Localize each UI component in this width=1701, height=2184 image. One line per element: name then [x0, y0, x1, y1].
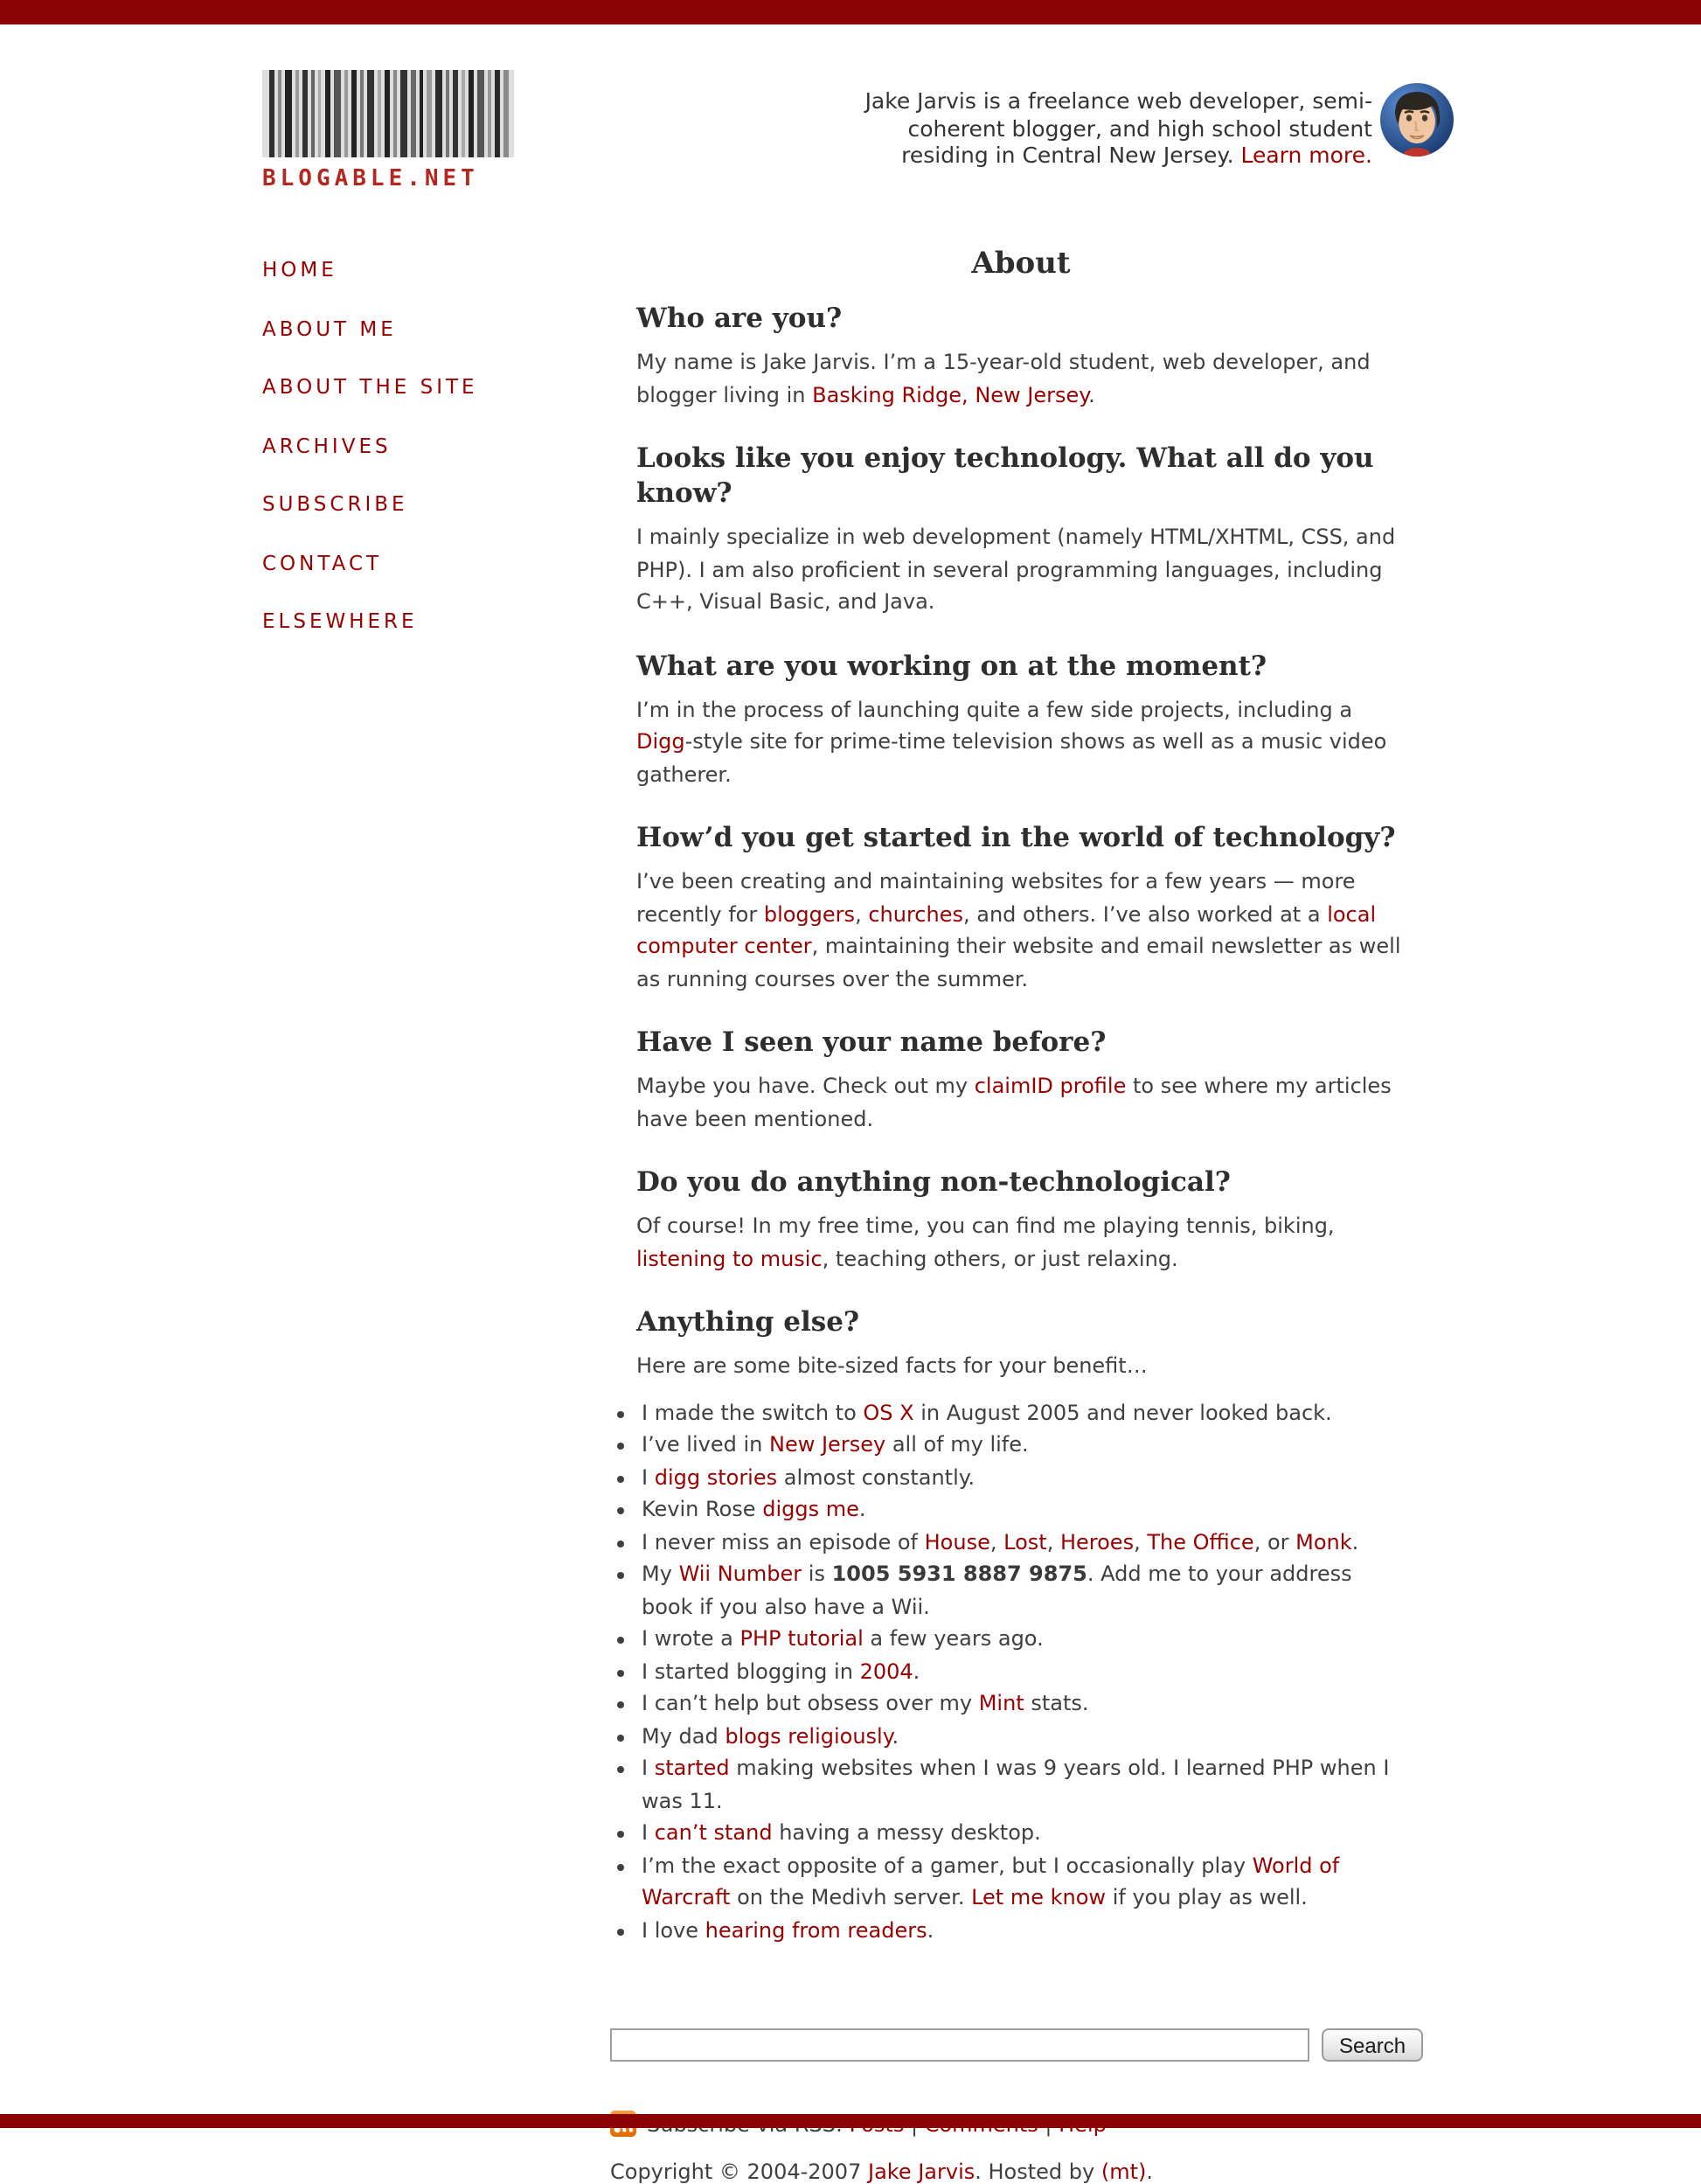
fact-item — [642, 1558, 1406, 1623]
facts-list — [615, 1396, 1406, 1946]
inline-link[interactable]: started — [654, 1756, 730, 1780]
inline-link[interactable]: listening to music — [636, 1246, 823, 1270]
inline-link[interactable]: The Office — [1147, 1529, 1254, 1554]
text-segment: Copyright © 2004-2007 — [610, 2160, 868, 2184]
answer-paragraph — [636, 521, 1406, 618]
nav-item — [262, 484, 610, 518]
text-segment: I’ve been creating and maintaining websites for a few years — more recently for — [636, 869, 1356, 926]
text-segment: , and others. I’ve also worked at a — [963, 901, 1328, 926]
inline-link[interactable]: churches — [868, 901, 963, 926]
question-heading: Looks like you enjoy technology. What all do you know? — [636, 441, 1374, 509]
text-segment: making websites when I was 9 years old. I learned PHP when I was 11. — [642, 1756, 1390, 1812]
qa-sections — [636, 301, 1406, 1382]
fact-item — [642, 1687, 1406, 1720]
nav-link-about-me[interactable]: ABOUT ME — [262, 316, 397, 340]
text-segment: Kevin Rose — [642, 1497, 763, 1521]
inline-link[interactable]: Let me know — [971, 1885, 1107, 1909]
search-input[interactable] — [610, 2028, 1309, 2062]
inline-link[interactable]: Heroes — [1059, 1529, 1135, 1554]
inline-link[interactable]: claimID profile — [974, 1074, 1127, 1098]
bottom-accent-bar — [0, 2114, 1701, 2128]
inline-link[interactable]: New Jersey — [975, 382, 1089, 407]
text-segment: , teaching others, or just relaxing. — [822, 1246, 1178, 1270]
text-segment: , — [1134, 1529, 1148, 1554]
nav-link-archives[interactable]: ARCHIVES — [262, 433, 392, 457]
text-segment: . — [1088, 382, 1095, 407]
avatar — [1379, 82, 1455, 157]
text-segment: almost constantly. — [777, 1464, 975, 1489]
nav-link-about-the-site[interactable]: ABOUT THE SITE — [262, 374, 478, 399]
inline-link[interactable]: can’t stand — [654, 1820, 773, 1845]
inline-link[interactable]: local computer center — [636, 901, 1377, 958]
inline-link[interactable]: Monk — [1295, 1529, 1352, 1554]
answer-paragraph — [636, 866, 1406, 995]
text-segment: , maintaining their website and email newsletter as well as running courses over the summer. — [636, 934, 1401, 991]
answer-paragraph — [636, 693, 1406, 790]
nav-link-contact[interactable]: CONTACT — [262, 550, 383, 574]
nav-item — [262, 250, 610, 283]
inline-link[interactable]: PHP tutorial — [739, 1626, 864, 1651]
text-segment: I never miss an episode of — [642, 1529, 925, 1554]
text-segment: . — [858, 1497, 866, 1521]
question-heading: Have I seen your name before? — [636, 1025, 1107, 1058]
text-segment: , — [1046, 1529, 1060, 1554]
nav-item — [262, 309, 610, 342]
nav-link-home[interactable]: HOME — [262, 257, 337, 282]
text-segment: Here are some bite-sized facts for your benefit… — [636, 1353, 1148, 1378]
text-segment: I — [642, 1820, 655, 1845]
nav-item — [262, 367, 610, 400]
text-segment: Jake Jarvis is a freelance web developer, semi-coherent blogger, and high school student residing in Central New Jersey. — [864, 87, 1372, 168]
question-heading: What are you working on at the moment? — [636, 648, 1267, 681]
fact-item — [642, 1429, 1406, 1461]
inline-link[interactable]: Wii Number — [678, 1561, 802, 1586]
fact-item — [642, 1461, 1406, 1493]
fact-item — [642, 1720, 1406, 1752]
sidebar-nav — [262, 250, 610, 635]
text-segment: 1005 5931 8887 9875 — [831, 1561, 1087, 1586]
text-segment: is — [802, 1561, 832, 1586]
nav-item — [262, 426, 610, 459]
fact-item — [642, 1849, 1406, 1914]
text-segment: . — [892, 1723, 899, 1748]
about-article — [610, 245, 1432, 1946]
content-columns — [0, 245, 1701, 2184]
main-column — [610, 245, 1432, 2184]
nav-item — [262, 602, 610, 635]
text-segment: Of course! In my free time, you can find me playing tennis, biking, — [636, 1214, 1335, 1238]
text-segment: . — [1351, 1529, 1359, 1554]
text-segment: I love — [642, 1917, 705, 1942]
text-segment: in August 2005 and never looked back. — [913, 1400, 1332, 1424]
header — [0, 24, 1701, 245]
question-heading: Do you do anything non-technological? — [636, 1165, 1231, 1198]
text-segment: . — [927, 1917, 934, 1942]
barcode-logo-graphic — [262, 70, 514, 157]
answer-paragraph — [636, 1350, 1406, 1382]
text-segment: I can’t help but obsess over my — [642, 1691, 979, 1715]
text-segment: to see where my articles have been mentioned. — [636, 1074, 1392, 1130]
text-segment: having a messy desktop. — [772, 1820, 1041, 1845]
question-heading: Anything else? — [636, 1304, 860, 1338]
fact-item — [642, 1655, 1406, 1687]
text-segment: I wrote a — [642, 1626, 740, 1651]
inline-link[interactable]: Digg — [636, 729, 685, 754]
text-segment: . — [1146, 2160, 1154, 2184]
text-segment: all of my life. — [885, 1432, 1029, 1457]
question-heading: Who are you? — [636, 301, 843, 334]
answer-paragraph — [636, 346, 1406, 411]
sidebar — [0, 245, 610, 660]
text-segment: . — [913, 1659, 920, 1683]
text-segment: I’m the exact opposite of a gamer, but I occasionally play — [642, 1853, 1253, 1877]
inline-link[interactable]: Learn more. — [1240, 142, 1372, 168]
answer-paragraph — [636, 1070, 1406, 1135]
text-segment: My name is Jake Jarvis. I’m a 15-year-old student, web developer, and blogger living in — [636, 350, 1371, 407]
text-segment: I mainly specialize in web development (namely HTML/XHTML, CSS, and PHP). I am also proficient in several programming languages, including C++, Visual Basic, and Java. — [636, 525, 1396, 614]
inline-link[interactable]: House — [924, 1529, 990, 1554]
fact-item — [642, 1526, 1406, 1558]
inline-link[interactable]: diggs me — [762, 1497, 859, 1521]
text-segment: , or — [1253, 1529, 1296, 1554]
nav-link-subscribe[interactable]: SUBSCRIBE — [262, 491, 408, 516]
text-segment: stats. — [1024, 1691, 1089, 1715]
nav-link-elsewhere[interactable]: ELSEWHERE — [262, 609, 418, 633]
text-segment: I’m in the process of launching quite a few side projects, including a — [636, 697, 1353, 721]
site-name: BLOGABLE.NET — [262, 166, 479, 192]
inline-link[interactable]: bloggers — [763, 901, 856, 926]
inline-link[interactable]: 2004 — [859, 1659, 913, 1683]
inline-link[interactable]: hearing from readers — [705, 1917, 927, 1942]
text-segment: if you play as well. — [1106, 1885, 1308, 1909]
text-segment: a few years ago. — [863, 1626, 1044, 1651]
page-title: About — [971, 247, 1071, 282]
header-intro-text — [839, 87, 1372, 169]
text-segment: I made the switch to — [642, 1400, 864, 1424]
inline-link[interactable]: OS X — [863, 1400, 914, 1424]
text-segment: Maybe you have. Check out my — [636, 1074, 975, 1098]
inline-link[interactable]: Mint — [978, 1691, 1024, 1715]
answer-paragraph — [636, 1210, 1406, 1275]
text-segment: . Hosted by — [975, 2160, 1101, 2184]
nav-item — [262, 543, 610, 576]
fact-item — [642, 1396, 1406, 1429]
text-segment: I — [642, 1756, 655, 1780]
text-segment: I’ve lived in — [642, 1432, 769, 1457]
text-segment: , — [989, 1529, 1004, 1554]
fact-item — [642, 1817, 1406, 1849]
fact-item — [642, 1752, 1406, 1817]
copyright-text — [610, 2160, 1432, 2184]
inline-link[interactable]: Lost — [1003, 1529, 1047, 1554]
text-segment: on the Medivh server. — [730, 1885, 972, 1909]
text-segment: My dad — [642, 1723, 726, 1748]
text-segment: , — [855, 901, 869, 926]
fact-item — [642, 1623, 1406, 1655]
search-form — [610, 2028, 1432, 2062]
top-accent-bar — [0, 0, 1701, 24]
inline-link[interactable]: World of Warcraft — [642, 1853, 1340, 1909]
inline-link[interactable]: Basking Ridge, — [812, 382, 969, 407]
text-segment: . Add me to your address book if you also have a Wii. — [642, 1561, 1352, 1618]
fact-item — [642, 1493, 1406, 1526]
fact-item — [642, 1914, 1406, 1946]
text-segment — [969, 382, 975, 407]
search-button[interactable]: Search — [1322, 2028, 1423, 2062]
question-heading: How’d you get started in the world of technology? — [636, 820, 1396, 853]
inline-link[interactable]: (mt) — [1100, 2160, 1147, 2184]
inline-link[interactable]: blogs religiously — [725, 1723, 892, 1748]
inline-link[interactable]: digg stories — [654, 1464, 778, 1489]
text-segment: I started blogging in — [642, 1659, 860, 1683]
text-segment: My — [642, 1561, 679, 1586]
text-segment: I — [642, 1464, 655, 1489]
inline-link[interactable]: New Jersey — [769, 1432, 886, 1457]
inline-link[interactable]: Jake Jarvis — [868, 2160, 975, 2184]
site-logo[interactable] — [262, 70, 514, 192]
text-segment: -style site for prime-time television shows as well as a music video gatherer. — [636, 729, 1387, 786]
